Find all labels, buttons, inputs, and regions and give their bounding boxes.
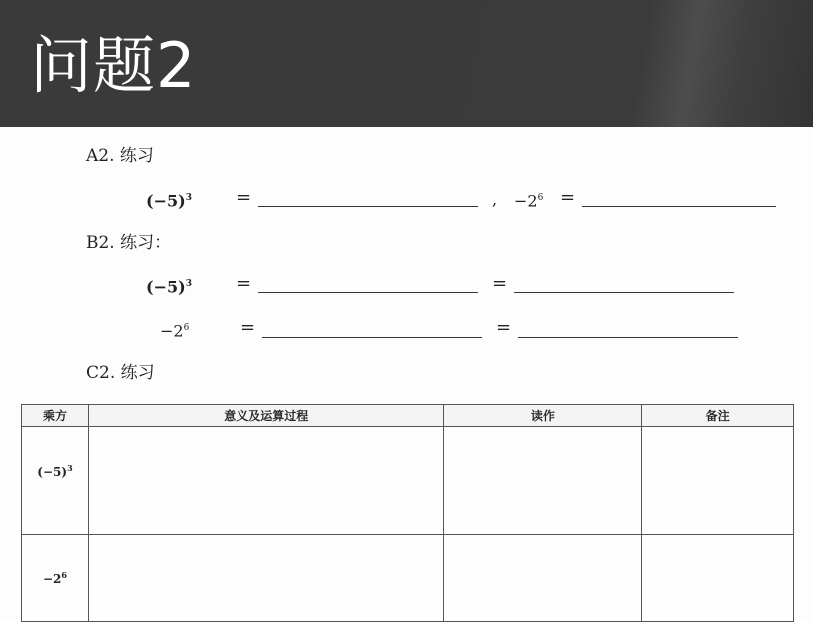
row-power-cell	[22, 535, 89, 622]
b2-equals-1a: =	[236, 273, 252, 294]
row-power-cell	[22, 427, 89, 535]
table-header-row	[22, 405, 794, 427]
table-header-meaning: 意义及运算过程	[88, 405, 444, 427]
row-power-exponent: 3	[67, 462, 73, 473]
b2-equals-2a: =	[240, 317, 256, 338]
title-bar	[0, 0, 813, 127]
b2-expr1-exponent: 3	[185, 279, 192, 289]
table-header-reading: 读作	[444, 405, 642, 427]
b2-answer-blank-1b[interactable]	[514, 292, 734, 293]
b2-heading: B2. 练习：	[86, 233, 172, 253]
b2-answer-blank-1a[interactable]	[258, 292, 478, 293]
b2-expression-2	[160, 318, 189, 341]
a2-expression-1	[146, 188, 192, 211]
row-power-base: (−5)	[37, 464, 68, 479]
c2-heading: C2. 练习	[86, 363, 155, 383]
b2-expr2-base: −2	[160, 321, 184, 341]
reading-cell[interactable]	[444, 535, 642, 622]
a2-expr2-base: −2	[514, 191, 538, 211]
table-header-notes: 备注	[642, 405, 794, 427]
page-title: 问题2	[30, 29, 197, 102]
c2-table	[21, 404, 794, 622]
b2-expression-1	[146, 274, 192, 297]
b2-answer-blank-2b[interactable]	[518, 337, 738, 338]
b2-expr2-exponent: 6	[183, 323, 190, 333]
notes-cell[interactable]	[642, 427, 794, 535]
a2-heading: A2. 练习	[86, 146, 154, 166]
b2-expr1-base: (−5)	[146, 277, 186, 297]
reading-cell[interactable]	[444, 427, 642, 535]
table-header-power: 乘方	[22, 405, 89, 427]
row-power-base: −2	[42, 572, 62, 586]
a2-expr1-exponent: 3	[185, 193, 192, 203]
row-power-exponent: 6	[61, 570, 67, 580]
a2-answer-blank-2[interactable]	[582, 206, 776, 207]
b2-answer-blank-2a[interactable]	[262, 337, 482, 338]
table-row	[22, 427, 794, 535]
a2-expression-2	[514, 188, 543, 211]
a2-equals-2: =	[560, 187, 576, 208]
notes-cell[interactable]	[642, 535, 794, 622]
b2-equals-2b: =	[496, 317, 512, 338]
a2-answer-blank-1[interactable]	[258, 206, 478, 207]
meaning-cell[interactable]	[88, 427, 444, 535]
meaning-cell[interactable]	[88, 535, 444, 622]
a2-expr1-base: (−5)	[146, 191, 186, 211]
a2-equals-1: =	[236, 187, 252, 208]
a2-comma: ,	[492, 190, 498, 209]
table-row	[22, 535, 794, 622]
b2-equals-1b: =	[492, 273, 508, 294]
a2-expr2-exponent: 6	[537, 193, 544, 203]
